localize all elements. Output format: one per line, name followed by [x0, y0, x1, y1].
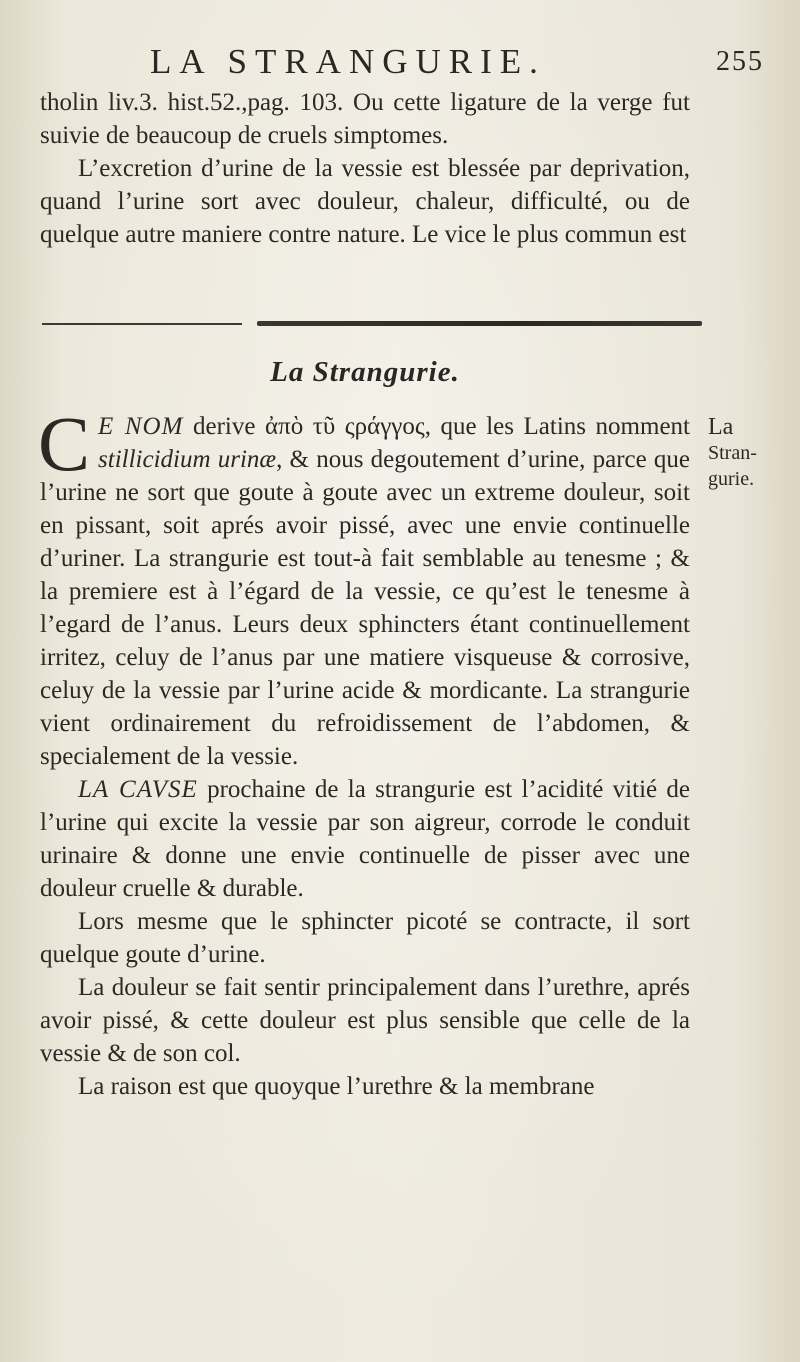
cause-paragraph	[40, 773, 690, 905]
reason-paragraph: La raison est que quoyque l’urethre & la membrane	[78, 1073, 595, 1100]
continued-paragraph: tholin liv.3. hist.52.,pag. 103. Ou cette ligature de la verge fut suivie de beaucoup de cruels simptomes.	[40, 89, 690, 149]
paragraph-text: prochaine de la strangurie est l’acidité vitié de l’urine qui excite la vessie par son aigreur, corrode le conduit urinaire & donne une envie continuelle de pisser avec une douleur cruelle & durable.	[40, 776, 690, 902]
drop-cap: C	[38, 400, 91, 487]
section-divider	[42, 319, 702, 329]
margin-note-line: Stran-	[708, 442, 757, 464]
divider-thin-segment	[42, 323, 242, 325]
margin-note	[708, 414, 788, 492]
pain-paragraph: La douleur se fait sentir principalement dans l’urethre, aprés avoir pissé, & cette douleur est plus sensible que celle de la vessie & de son col.	[40, 974, 690, 1067]
continued-text	[40, 86, 690, 251]
paragraph-text: , & nous degoutement d’urine, parce que l’urine ne sort que goute à goute avec un extreme douleur, soit en pissant, soit aprés avoir pissé, avec une envie continuelle d’uriner. La strangurie est tout-à fait semblable au tenesme ; & la premiere est à l’égard de la vessie, ce qu’est le tenesme à l’egard de l’anus. Leurs deux sphincters étant continuellement irritez, celuy de l’anus par une matiere visqueuse & corrosive, celuy de la vessie par l’urine acide & mordicante. La strangurie vient ordinairement du refroidissement de l’abdomen, & specialement de la vessie.	[40, 446, 691, 770]
sphincter-paragraph: Lors mesme que le sphincter picoté se contracte, il sort quelque goute d’urine.	[40, 908, 690, 968]
margin-note-line: La	[708, 414, 734, 440]
latin-term: stillicidium urinæ	[98, 446, 277, 473]
page-number: 255	[716, 46, 764, 77]
lead-caps: E NOM	[98, 413, 184, 440]
section-title: La Strangurie.	[270, 356, 460, 388]
divider-thick-segment	[257, 321, 702, 326]
excretion-paragraph: L’excretion d’urine de la vessie est blessée par deprivation, quand l’urine sort avec douleur, chaleur, difficulté, ou de quelque autre maniere contre nature. Le vice le plus commun est	[40, 155, 690, 248]
definition-paragraph	[38, 400, 691, 773]
paragraph-text: derive ἀπὸ τῦ ςράγγος, que les Latins nomment	[183, 413, 690, 440]
margin-note-line: gurie.	[708, 468, 755, 490]
running-title: LA STRANGURIE.	[150, 42, 546, 81]
lead-caps: LA CAVSE	[78, 776, 198, 803]
section-body	[38, 400, 691, 1103]
